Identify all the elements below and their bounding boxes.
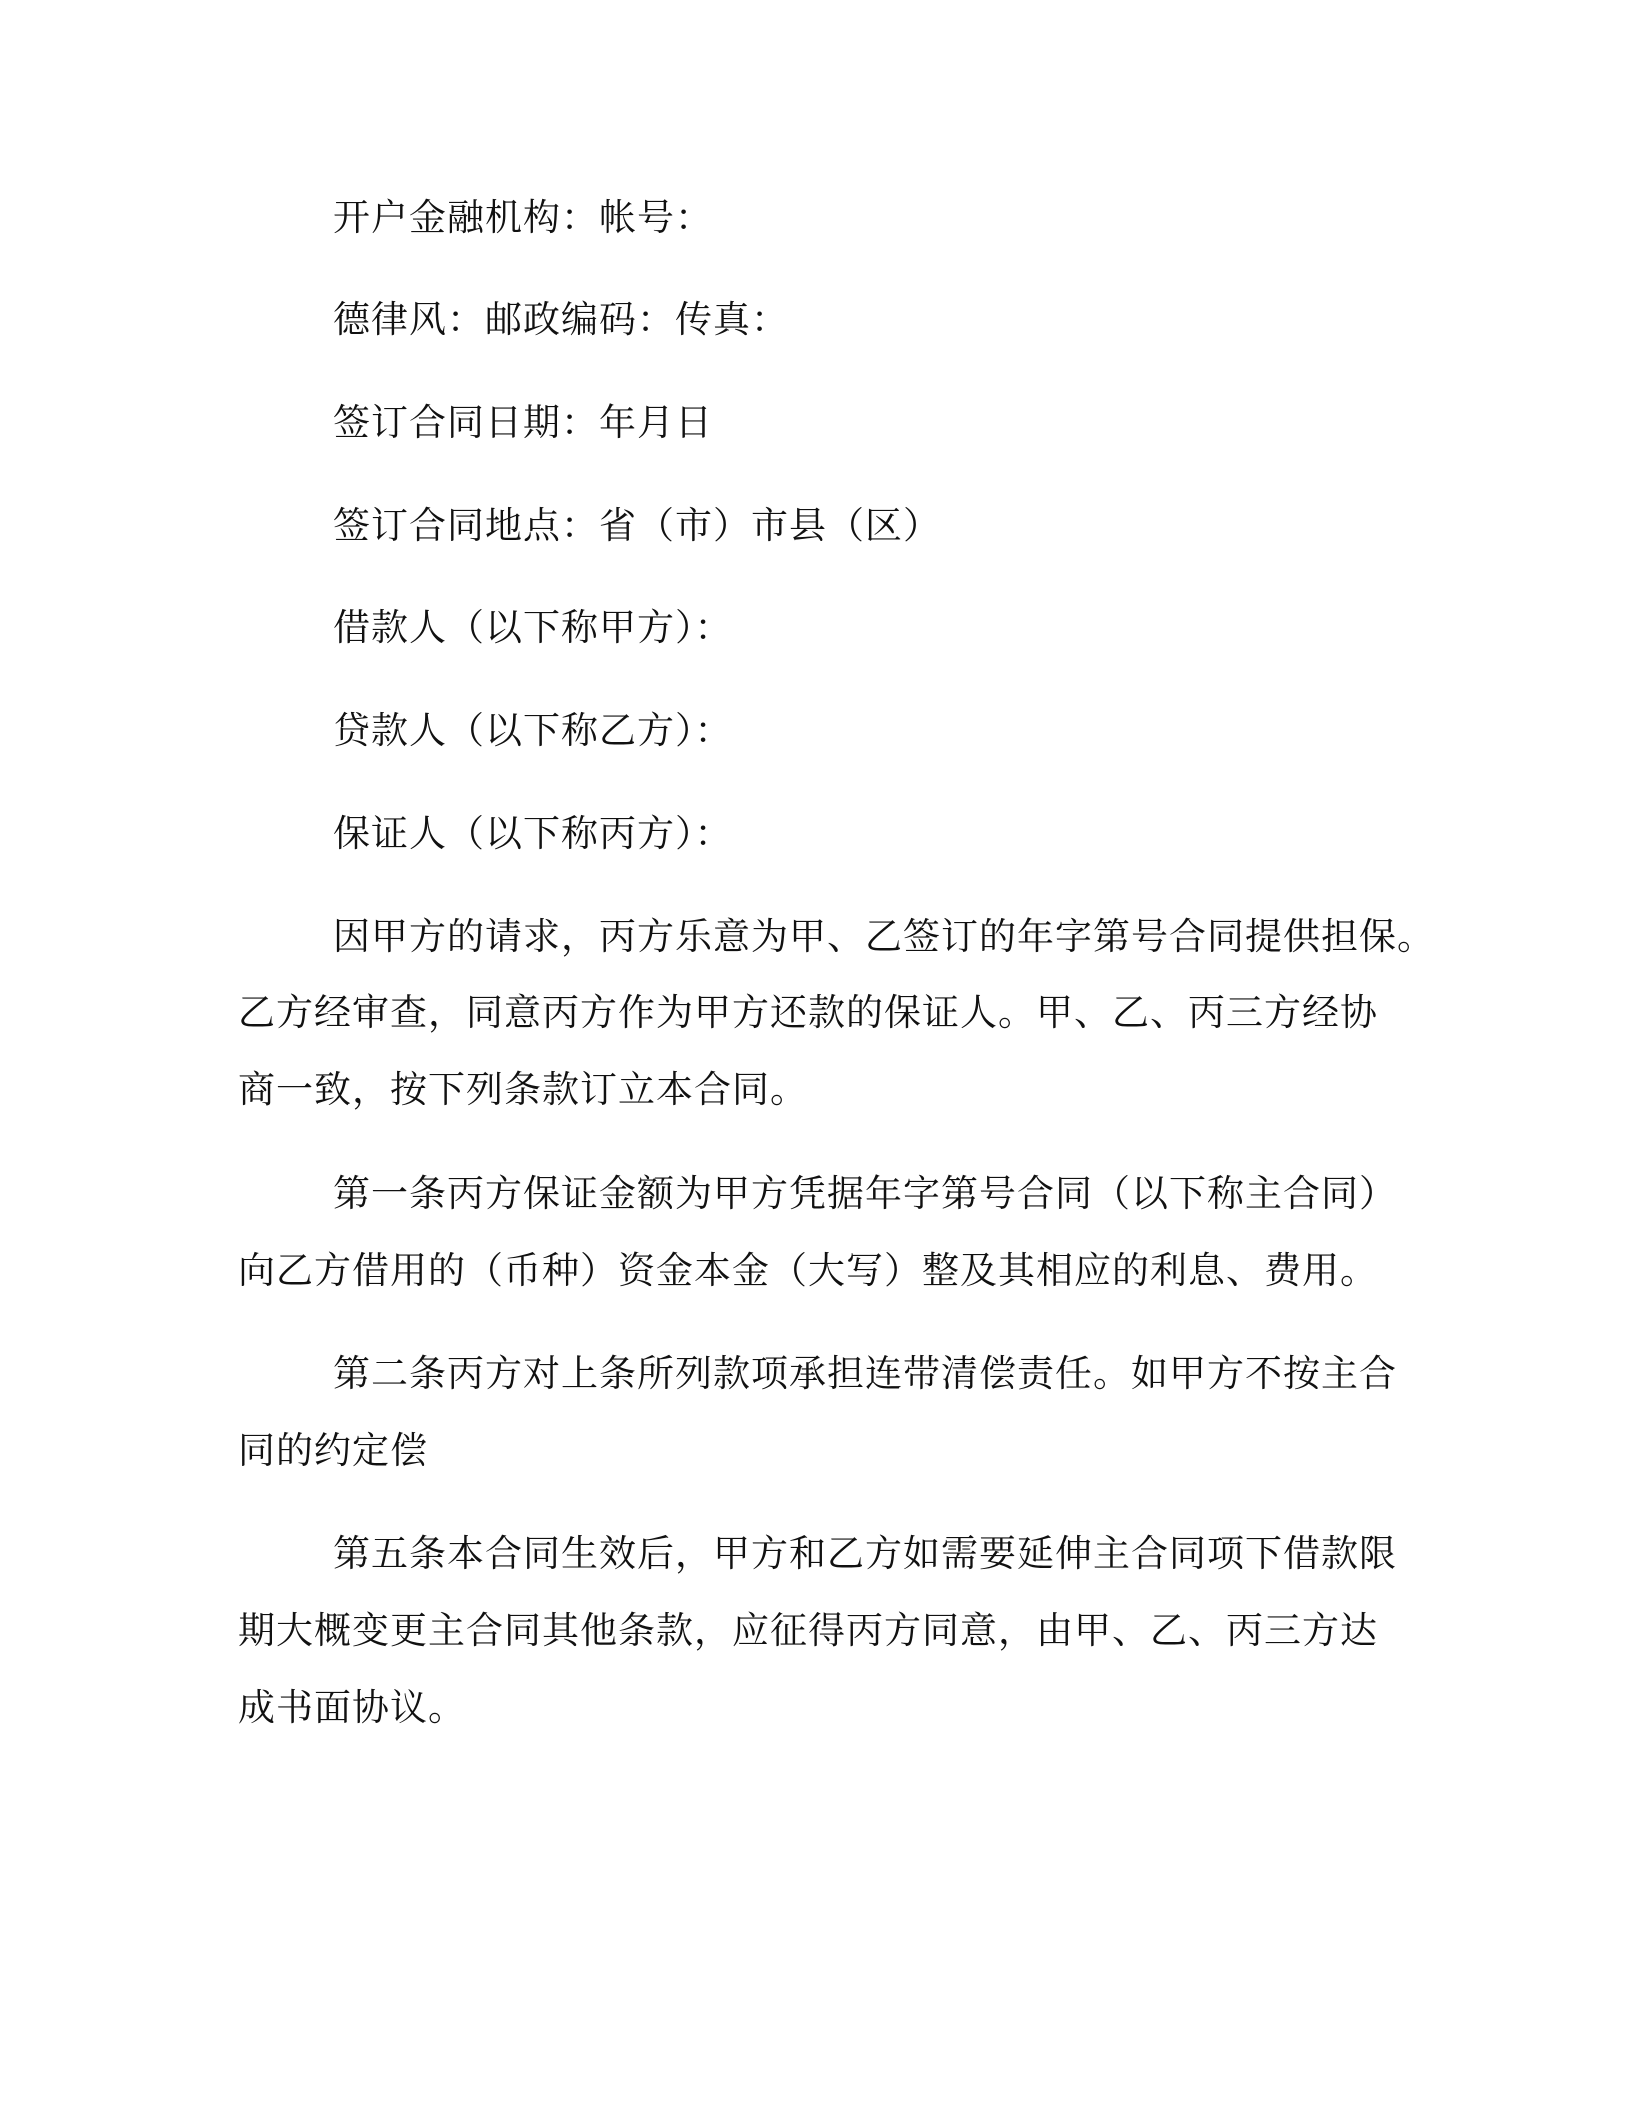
preamble-line-3: 商一致，按下列条款订立本合同。 — [238, 1068, 808, 1111]
article-2-line-1: 第二条丙方对上条所列款项承担连带清偿责任。如甲方不按主合 — [333, 1352, 1397, 1395]
guarantor-field: 保证人（以下称丙方）： — [333, 812, 733, 855]
bank-account-field: 开户金融机构：帐号： — [333, 196, 713, 239]
article-1-line-2: 向乙方借用的（币种）资金本金（大写）整及其相应的利息、费用。 — [238, 1249, 1378, 1292]
signing-place-field: 签订合同地点：省（市）市县（区） — [333, 504, 941, 547]
borrower-field: 借款人（以下称甲方）： — [333, 606, 733, 649]
article-2-line-2: 同的约定偿 — [238, 1429, 428, 1472]
lender-field: 贷款人（以下称乙方）： — [333, 709, 733, 752]
phone-postcode-fax-field: 德律风：邮政编码：传真： — [333, 298, 789, 341]
signing-date-field: 签订合同日期：年月日 — [333, 401, 713, 444]
article-5-line-2: 期大概变更主合同其他条款，应征得丙方同意，由甲、乙、丙三方达 — [238, 1609, 1378, 1652]
article-5-line-1: 第五条本合同生效后，甲方和乙方如需要延伸主合同项下借款限 — [333, 1532, 1397, 1575]
article-5-line-3: 成书面协议。 — [238, 1686, 466, 1729]
article-1-line-1: 第一条丙方保证金额为甲方凭据年字第号合同（以下称主合同） — [333, 1172, 1397, 1215]
preamble-line-1: 因甲方的请求，丙方乐意为甲、乙签订的年字第号合同提供担保。 — [333, 915, 1435, 958]
preamble-line-2: 乙方经审查，同意丙方作为甲方还款的保证人。甲、乙、丙三方经协 — [238, 991, 1378, 1034]
